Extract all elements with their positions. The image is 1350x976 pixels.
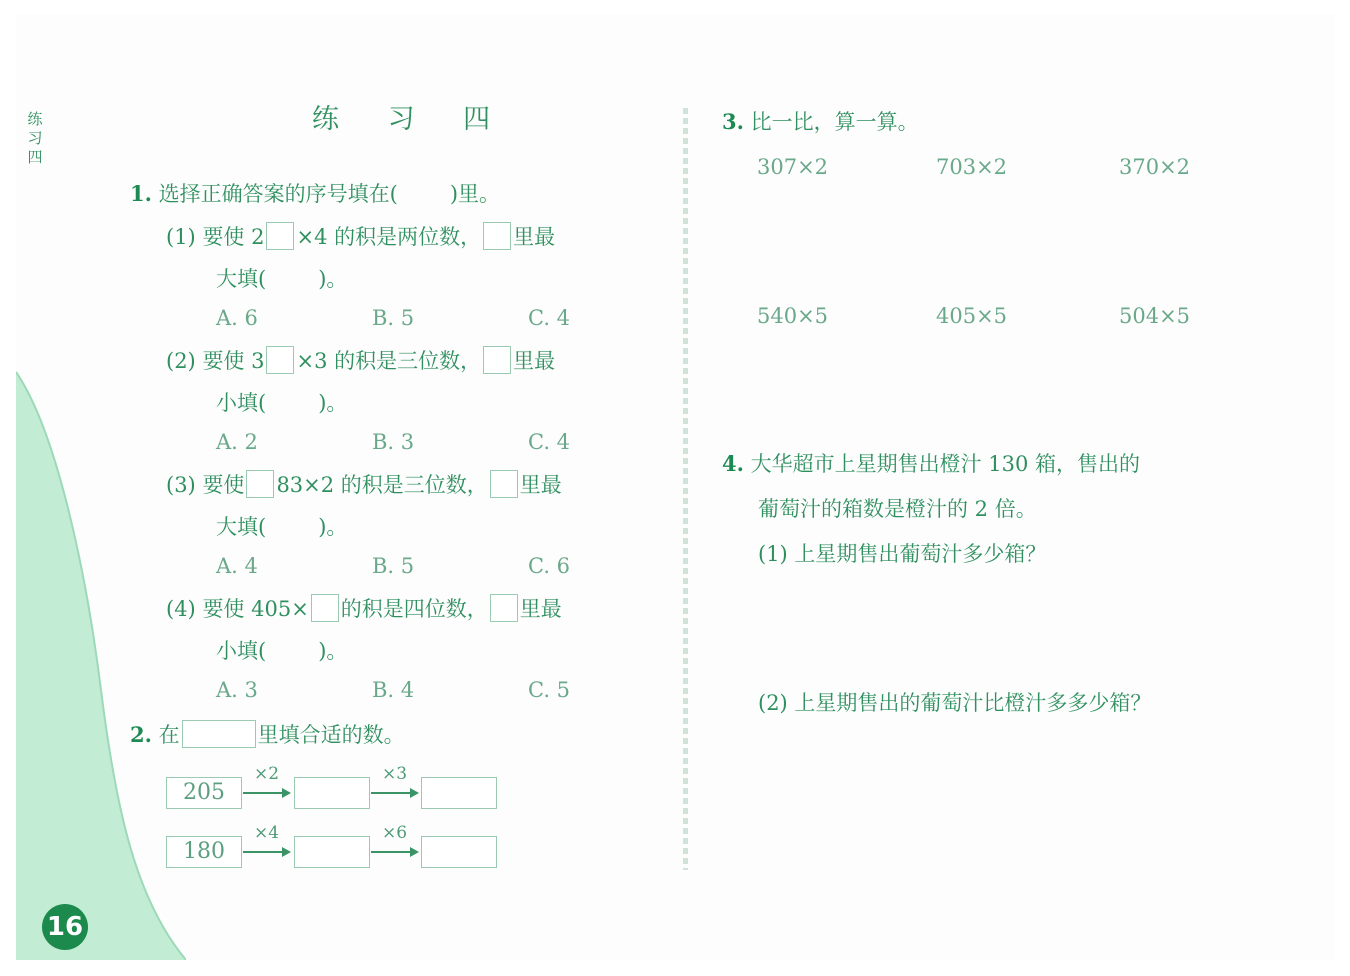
question-4-line-1: 4. 大华超市上星期售出橙汁 130 箱，售出的 xyxy=(722,451,1141,476)
q3-expression-1: 307×2 xyxy=(757,155,829,179)
question-1-prompt: 1. 选择正确答案的序号填在( )里。 xyxy=(130,181,501,206)
q1-item-2-line-2: 小填( )。 xyxy=(216,391,348,415)
question-2-prompt: 2. 在 里填合适的数。 xyxy=(130,722,405,747)
chain-1-answer-box-1[interactable] xyxy=(294,777,370,809)
chain-2-start-value: 180 xyxy=(166,836,242,868)
q1-item-1-line-1: (1) 要使 2 ×4 的积是两位数， 里最 xyxy=(166,222,555,251)
chain-1-operator-1: ×2 xyxy=(254,764,280,784)
answer-box[interactable] xyxy=(266,346,294,374)
q1-item-1-line-2: 大填( )。 xyxy=(216,267,348,291)
q3-expression-5: 405×5 xyxy=(936,304,1008,328)
chain-1-start-value: 205 xyxy=(166,777,242,809)
q1-item-4-option-a: A. 3 xyxy=(216,678,258,702)
decorative-green-wave xyxy=(16,360,186,960)
arrow-icon xyxy=(371,851,417,853)
q1-item-4-option-c: C. 5 xyxy=(528,678,571,702)
q1-item-2-option-b: B. 3 xyxy=(372,430,415,454)
chain-2-answer-box-2[interactable] xyxy=(421,836,497,868)
chain-1-answer-box-2[interactable] xyxy=(421,777,497,809)
q3-expression-3: 370×2 xyxy=(1119,155,1191,179)
q1-item-3-option-c: C. 6 xyxy=(528,554,571,578)
q1-item-4-line-2: 小填( )。 xyxy=(216,639,348,663)
q1-item-3-line-2: 大填( )。 xyxy=(216,515,348,539)
q1-item-2-option-a: A. 2 xyxy=(216,430,258,454)
question-3-prompt: 3. 比一比，算一算。 xyxy=(722,109,919,134)
q3-expression-4: 540×5 xyxy=(757,304,829,328)
chain-2-operator-2: ×6 xyxy=(382,823,408,843)
answer-box[interactable] xyxy=(266,222,294,250)
q1-item-1-option-a: A. 6 xyxy=(216,306,258,330)
q1-item-2-line-1: (2) 要使 3 ×3 的积是三位数， 里最 xyxy=(166,346,555,375)
q1-item-3-option-b: B. 5 xyxy=(372,554,415,578)
q1-item-2-option-c: C. 4 xyxy=(528,430,571,454)
side-section-label: 练 习 四 xyxy=(27,110,43,166)
chain-1-operator-2: ×3 xyxy=(382,764,408,784)
q1-item-1-option-b: B. 5 xyxy=(372,306,415,330)
question-4-sub-2: (2) 上星期售出的葡萄汁比橙汁多多少箱？ xyxy=(758,691,1152,715)
q1-item-3-line-1: (3) 要使 83×2 的积是三位数， 里最 xyxy=(166,470,562,499)
chain-2-answer-box-1[interactable] xyxy=(294,836,370,868)
page-title: 练 习 四 xyxy=(312,104,511,135)
q1-item-4-line-1: (4) 要使 405× 的积是四位数， 里最 xyxy=(166,594,562,623)
page-number: 16 xyxy=(42,904,88,950)
arrow-icon xyxy=(371,792,417,794)
q3-expression-6: 504×5 xyxy=(1119,304,1191,328)
answer-box[interactable] xyxy=(483,346,511,374)
column-divider xyxy=(683,108,688,870)
answer-box[interactable] xyxy=(311,594,339,622)
answer-box[interactable] xyxy=(490,470,518,498)
answer-box[interactable] xyxy=(483,222,511,250)
q1-item-4-option-b: B. 4 xyxy=(372,678,415,702)
chain-2-operator-1: ×4 xyxy=(254,823,280,843)
answer-box[interactable] xyxy=(490,594,518,622)
arrow-icon xyxy=(243,851,289,853)
q1-item-3-option-a: A. 4 xyxy=(216,554,258,578)
question-4-sub-1: (1) 上星期售出葡萄汁多少箱？ xyxy=(758,542,1047,566)
q1-item-1-option-c: C. 4 xyxy=(528,306,571,330)
question-4-line-2: 葡萄汁的箱数是橙汁的 2 倍。 xyxy=(758,497,1037,521)
arrow-icon xyxy=(243,792,289,794)
answer-box[interactable] xyxy=(246,470,274,498)
q3-expression-2: 703×2 xyxy=(936,155,1008,179)
example-box xyxy=(182,720,256,748)
